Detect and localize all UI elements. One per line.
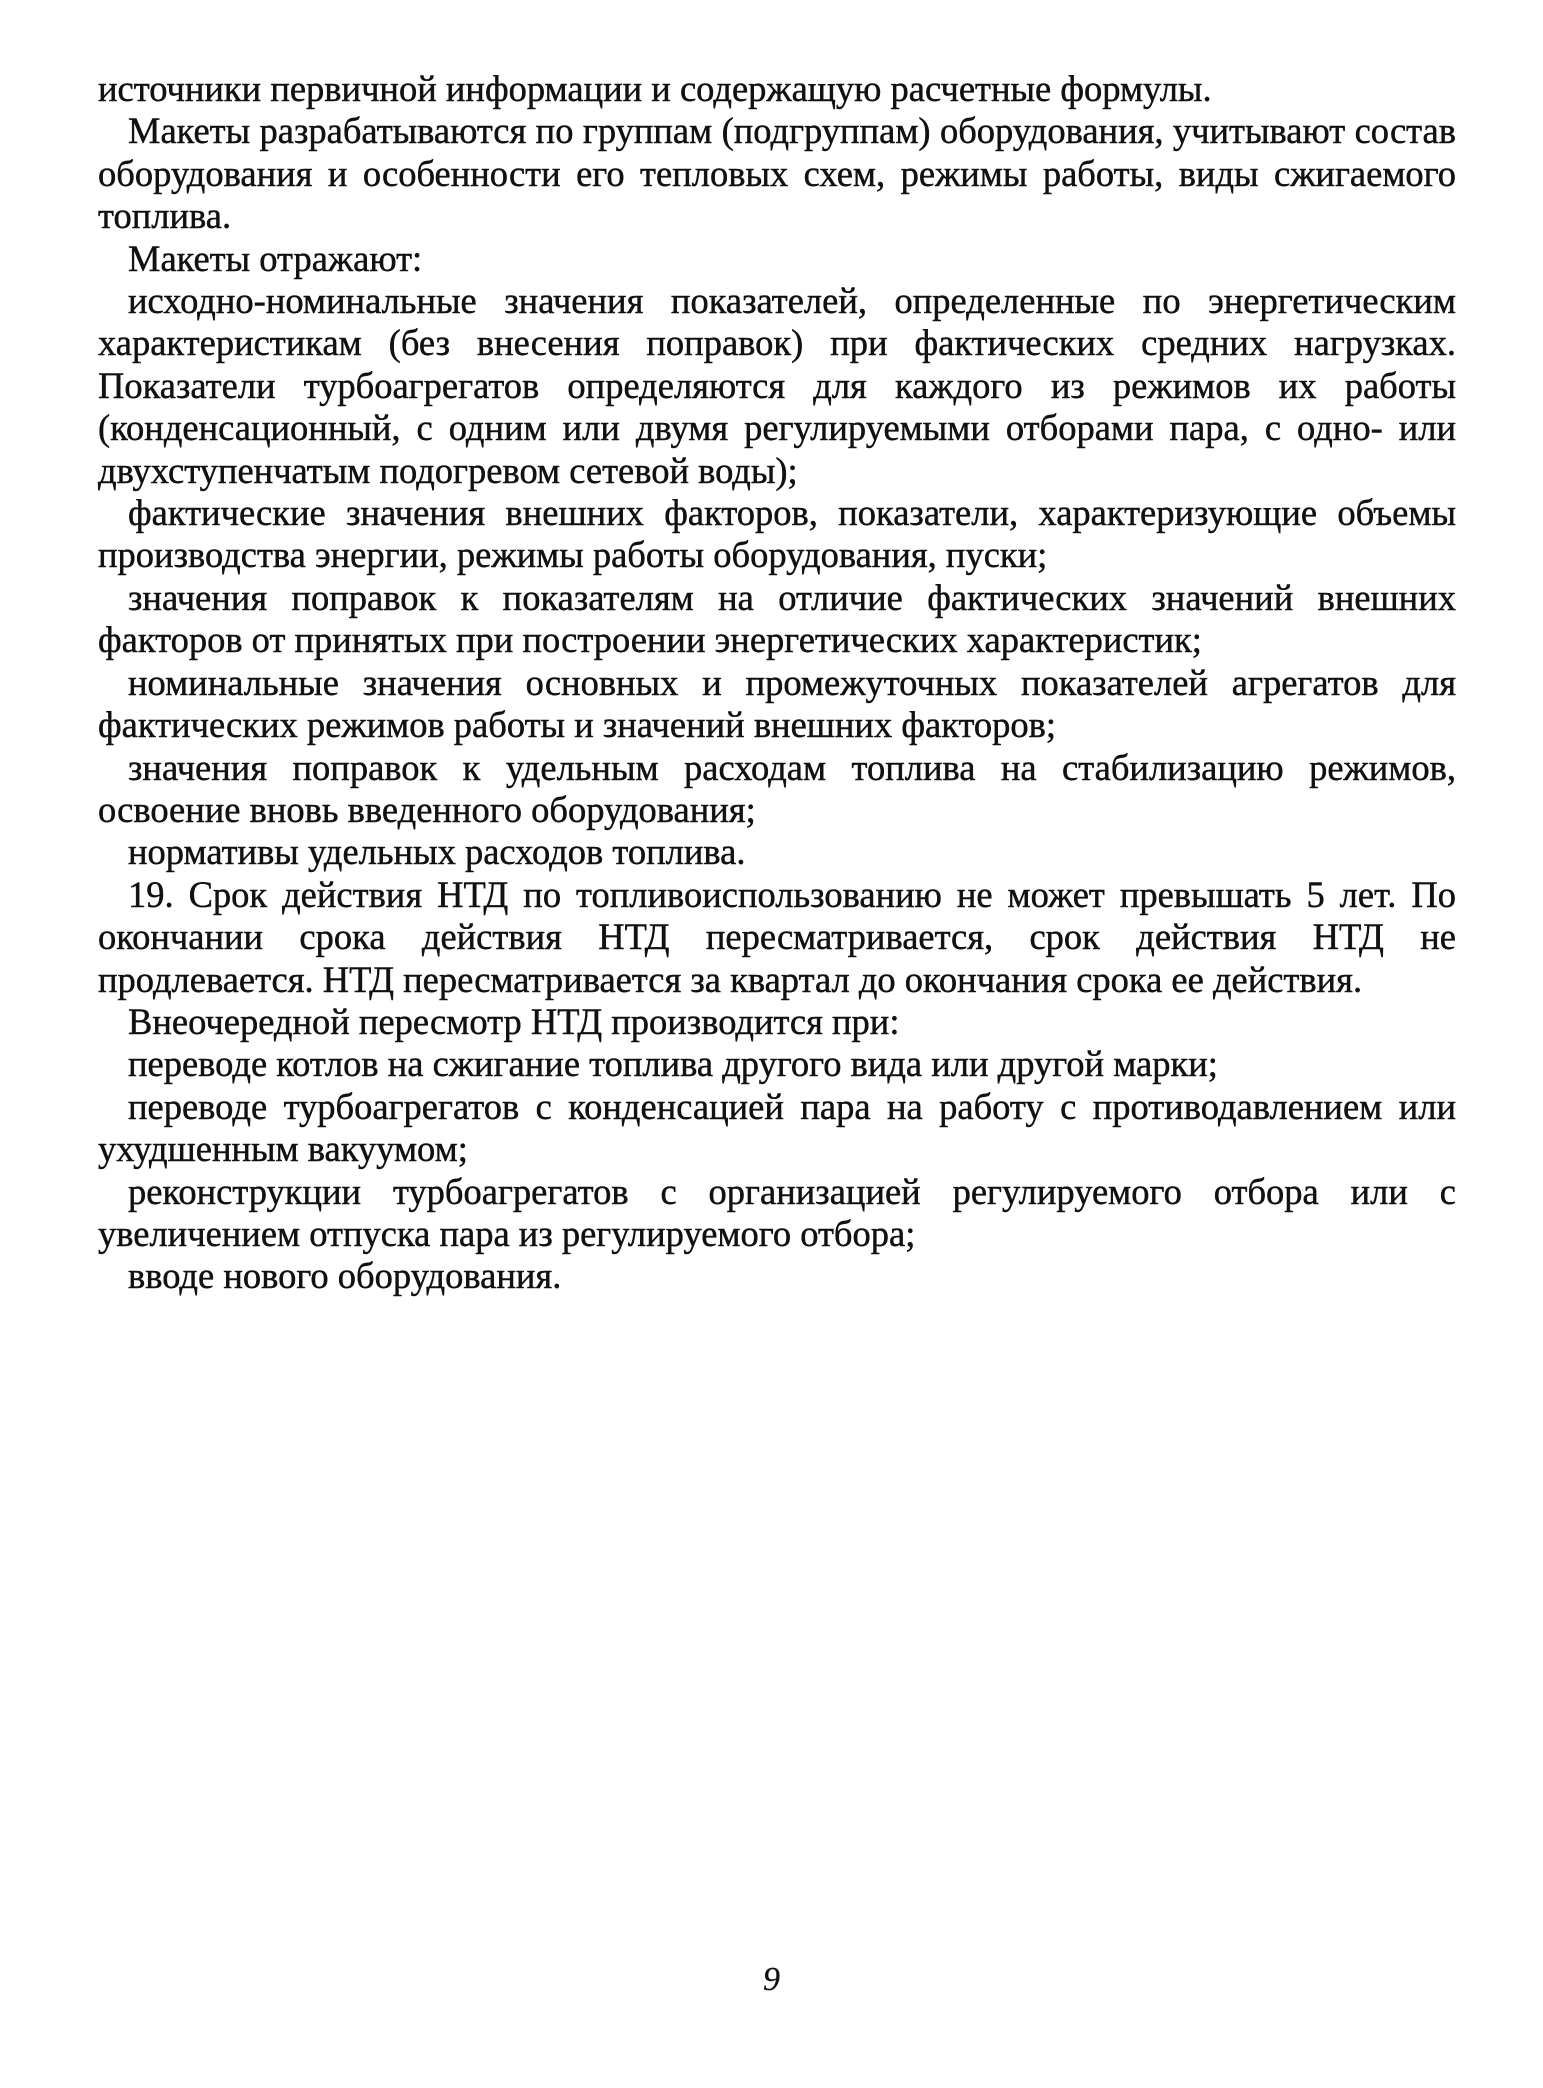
- paragraph-extraordinary-review: Внеочередной пересмотр НТД производится при:: [128, 1000, 900, 1042]
- paragraph-continuation: источники первичной информации и содержащую расчетные формулы.: [98, 68, 1212, 109]
- paragraph-turbine-reconstruction: реконструкции турбоагрегатов с организацией регулируемого отбора или с увеличением отпуска пара из регулируемого отбора;: [98, 1170, 1456, 1254]
- paragraph-item-19: 19. Срок действия НТД по топливоиспользованию не может превышать 5 лет. По окончании срока действия НТД пересматривается, срок действия НТД не продлевается. НТД пересматривается за квартал до окончания срока ее действия.: [98, 873, 1456, 1000]
- paragraph-initial-nominal-values: исходно-номинальные значения показателей, определенные по энергетическим характеристикам (без внесения поправок) при фактических средних нагрузках. Показатели турбоагрегатов определяются для каждого из режимов их работы (конденсационный, с одним или двумя регулируемыми отборами пара, с одно- или двухступенчатым подогревом сетевой воды);: [98, 280, 1456, 491]
- paragraph-turbine-transfer: переводе турбоагрегатов с конденсацией пара на работу с противодавлением или ухудшенным вакуумом;: [98, 1085, 1456, 1170]
- paragraph-mockups-reflect: Макеты отражают:: [128, 237, 423, 279]
- paragraph-mockups-intro: Макеты разрабатываются по группам (подгруппам) оборудования, учитывают состав оборудования и особенности его тепловых схем, режимы работы, виды сжигаемого топлива.: [98, 110, 1456, 237]
- paragraph-actual-external-factors: фактические значения внешних факторов, показатели, характеризующие объемы производства энергии, режимы работы оборудования, пуски;: [98, 492, 1456, 576]
- paragraph-new-equipment: вводе нового оборудования.: [128, 1255, 562, 1297]
- paragraph-correction-values: значения поправок к показателям на отличие фактических значений внешних факторов от принятых при построении энергетических характеристик;: [98, 576, 1456, 661]
- body-text: [98, 68, 1456, 1298]
- paragraph-fuel-corrections: значения поправок к удельным расходам топлива на стабилизацию режимов, освоение вновь введенного оборудования;: [98, 746, 1456, 830]
- paragraph-fuel-norms: нормативы удельных расходов топлива.: [128, 831, 746, 873]
- paragraph-boiler-transfer: переводе котлов на сжигание топлива другого вида или другой марки;: [128, 1043, 1218, 1085]
- paragraph-nominal-values: номинальные значения основных и промежуточных показателей агрегатов для фактических режимов работы и значений внешних факторов;: [98, 661, 1456, 746]
- page-number: 9: [763, 1961, 780, 1998]
